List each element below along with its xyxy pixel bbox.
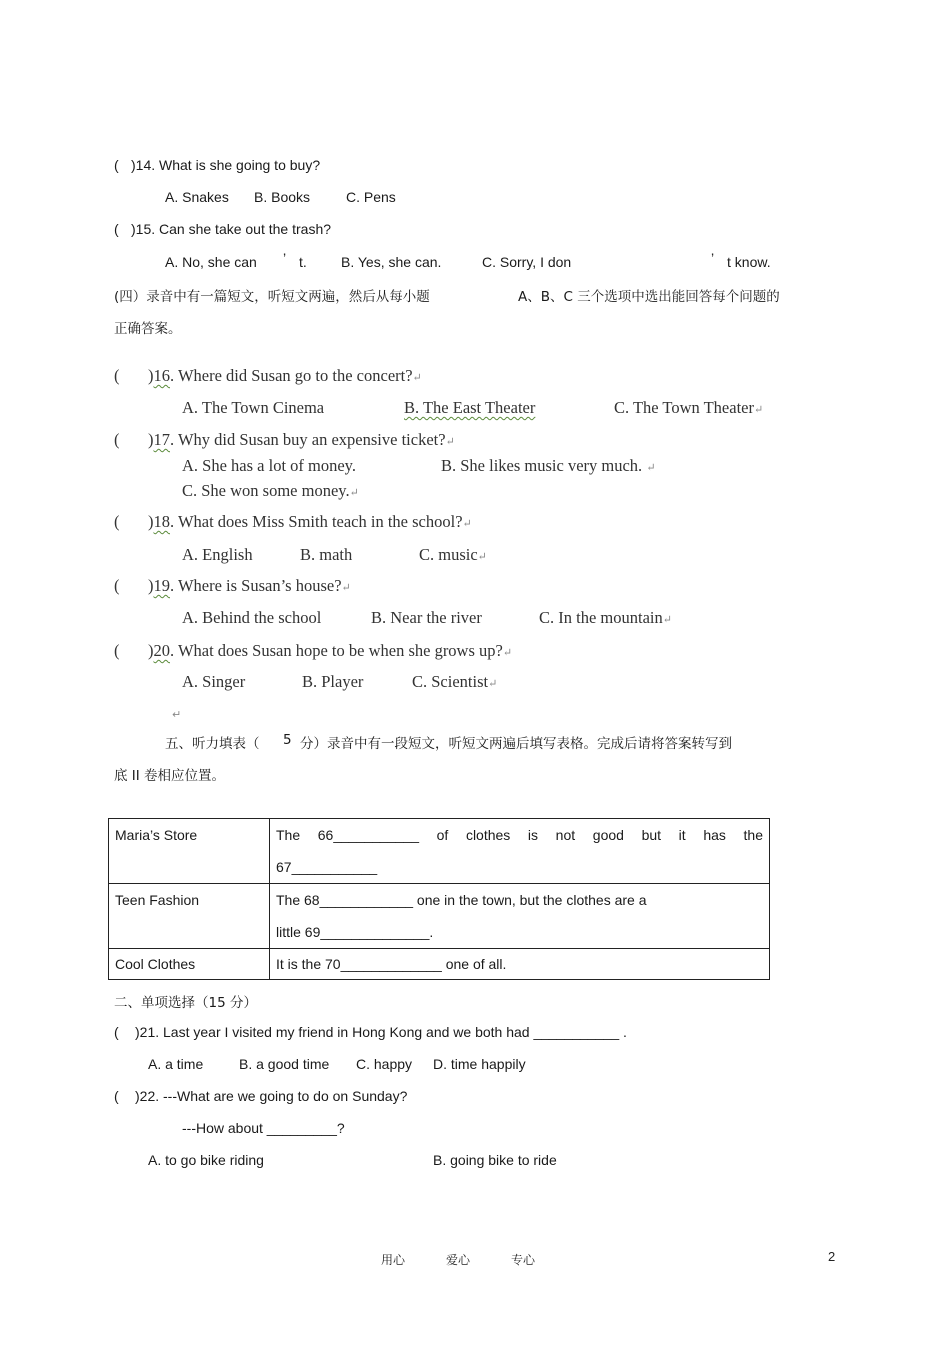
q22-question-line2: ---How about _________? [182,1120,345,1136]
q22-option-a: A. to go bike riding [148,1152,264,1168]
q15-bracket: ( [114,221,119,237]
q17-option-a: A. She has a lot of money. [182,456,356,475]
q18-number: 18 [153,512,170,531]
table-row [109,949,770,980]
q15-option-b: B. Yes, she can. [341,254,442,270]
q17-option-c [182,481,359,501]
q20-question: )20. What does Susan hope to be when she grows up?↵ [148,641,513,660]
q19-option-c [539,608,672,628]
paragraph-mark-icon: ↵ [341,582,351,594]
q20-option-a: A. Singer [182,672,246,691]
q17-number: 17 [153,430,170,449]
q18-option-a: A. English [182,545,253,564]
q20-bracket: ( [114,641,120,660]
q21-option-d: D. time happily [433,1056,526,1072]
q14-question: )14. What is she going to buy? [131,157,321,173]
store-name: Cool Clothes [115,956,196,972]
store-name-cell [109,884,270,949]
q21-option-b: B. a good time [239,1056,330,1072]
footer-word-2: 爱心 [446,1253,471,1267]
q18-bracket: ( [114,512,120,531]
q18-option-c [419,545,487,565]
q19-option-c-text: C. In the mountain [539,608,663,627]
section4-intro-line2: 正确答案。 [114,321,182,337]
section5-intro-points: 5 [283,732,292,748]
page-number: 2 [828,1249,836,1264]
q17-option-b [441,456,656,476]
q18-option-b: B. math [300,545,353,564]
q16-option-b-text: B. The East Theater [404,398,536,417]
q16-question: )16. Where did Susan go to the concert?↵ [148,366,422,385]
q21-option-c: C. happy [356,1056,413,1072]
paragraph-mark-icon: ↵ [172,709,182,721]
table-row [109,819,770,884]
footer-word-3: 专心 [511,1253,536,1267]
q19-text: Where is Susan’s house? [177,576,342,595]
paragraph-mark-icon: ↵ [477,551,487,563]
q16-option-b [404,398,535,418]
q14-option-a: A. Snakes [165,189,229,205]
q14-bracket: ( [114,157,119,173]
section5-intro-part1: 五、听力填表（ [165,736,260,752]
q16-text: Where did Susan go to the concert? [177,366,413,385]
q19-number: 19 [153,576,170,595]
q15-option-a: A. No, she can [165,254,257,270]
q17-bracket: ( [114,430,120,449]
paragraph-mark-icon: ↵ [662,614,672,626]
section5-intro-part2: 分）录音中有一段短文，听短文两遍后填写表格。完成后请将答案转写到 [300,736,732,752]
q18-question: )18. What does Miss Smith teach in the school?↵ [148,512,472,531]
footer-word-1: 用心 [381,1253,406,1267]
q21-question: )21. Last year I visited my friend in Hong Kong and we both had ___________ . [135,1024,627,1040]
store-name-cell [109,949,270,980]
q16-option-a: A. The Town Cinema [182,398,325,417]
q17-option-c-text: C. She won some money. [182,481,350,500]
q20-text: What does Susan hope to be when she grows up? [177,641,503,660]
paragraph-mark-icon: ↵ [502,647,513,659]
q20-option-c-text: C. Scientist [412,672,489,691]
paragraph-mark-icon: ↵ [462,518,472,530]
paragraph-mark-icon: ↵ [349,487,359,499]
q15-option-a-end: t. [299,254,307,270]
row1-line2: 67___________ [276,859,378,875]
q20-option-c [412,672,497,692]
row3-line1: It is the 70_____________ one of all. [276,956,507,972]
row2-line2: little 69______________. [276,924,434,940]
q19-option-b: B. Near the river [371,608,482,627]
store-description-cell [270,884,770,949]
q16-option-c-text: C. The Town Theater [614,398,754,417]
q17-text: Why did Susan buy an expensive ticket? [177,430,446,449]
paragraph-mark-icon: ↵ [646,462,656,474]
store-name: Maria’s Store [115,827,198,843]
table-row [109,884,770,949]
q21-bracket: ( [114,1024,119,1040]
paragraph-mark-icon: ↵ [445,436,455,448]
section5-intro-line2: 底 II 卷相应位置。 [114,768,226,784]
section4-intro-part2: A、B、C 三个选项中选出能回答每个问题的 [518,289,780,305]
q17-option-b-text: B. She likes music very much. [441,456,643,475]
q16-bracket: ( [114,366,120,385]
q16-number: 16 [153,366,170,385]
q15-option-c: C. Sorry, I don [482,254,572,270]
q19-option-a: A. Behind the school [182,608,322,627]
q15-option-c-end: t know. [727,254,771,270]
row2-line1: The 68____________ one in the town, but the clothes are a [276,892,647,908]
q16-option-c [614,398,763,418]
q15-question: )15. Can she take out the trash? [131,221,332,237]
q22-option-b: B. going bike to ride [433,1152,557,1168]
q14-option-c: C. Pens [346,189,396,205]
q19-question: )19. Where is Susan’s house?↵ [148,576,351,595]
paragraph-mark-icon: ↵ [753,404,764,416]
paragraph-mark-icon: ↵ [488,678,498,690]
paragraph-mark-icon: ↵ [412,372,422,384]
part2-heading: 二、单项选择（15 分） [114,995,257,1011]
section4-intro-part1: (四）录音中有一篇短文，听短文两遍，然后从每小题 [114,289,430,305]
q14-option-b: B. Books [254,189,311,205]
q15-apostrophe-c: ’ [711,250,715,266]
listening-fill-table [108,818,770,980]
q18-text: What does Miss Smith teach in the school? [177,512,463,531]
q20-number: 20 [153,641,170,660]
q22-bracket: ( [114,1088,119,1104]
q17-question: )17. Why did Susan buy an expensive ticket?↵ [148,430,455,449]
q19-bracket: ( [114,576,120,595]
q21-option-a: A. a time [148,1056,204,1072]
store-description-cell [270,949,770,980]
row1-line1: The 66___________ of clothes is not good but it has the [276,827,763,843]
store-name-cell [109,819,270,884]
store-description-cell [270,819,770,884]
store-name: Teen Fashion [115,892,200,908]
q20-option-b: B. Player [302,672,364,691]
q15-apostrophe-a: ’ [283,250,287,266]
q22-question: )22. ---What are we going to do on Sunday? [135,1088,408,1104]
q18-option-c-text: C. music [419,545,478,564]
